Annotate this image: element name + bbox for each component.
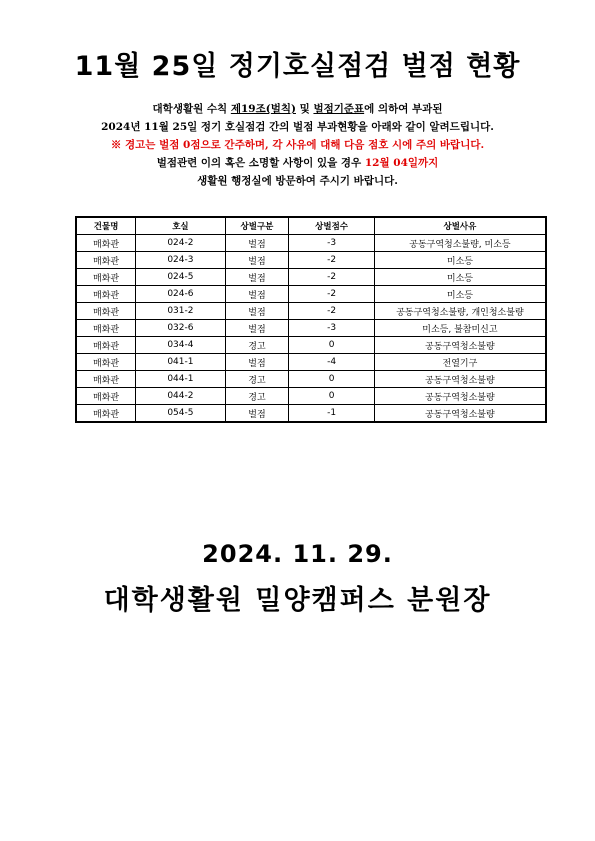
cell-building: 매화관 <box>76 405 136 423</box>
cell-points: 0 <box>289 388 375 405</box>
table-row <box>76 354 546 371</box>
cell-points: -3 <box>289 235 375 252</box>
cell-room: 024-2 <box>136 235 225 252</box>
cell-room: 044-2 <box>136 388 225 405</box>
cell-reason: 미소등, 불참미신고 <box>374 320 546 337</box>
cell-points: 0 <box>289 371 375 388</box>
table-row <box>76 235 546 252</box>
cell-building: 매화관 <box>76 371 136 388</box>
notice-line-1 <box>0 100 595 118</box>
table-row <box>76 337 546 354</box>
cell-reason: 미소등 <box>374 269 546 286</box>
cell-points: 0 <box>289 337 375 354</box>
table-header-row <box>76 217 546 235</box>
cell-reason: 공동구역청소불량, 미소등 <box>374 235 546 252</box>
deadline: 12월 04일까지 <box>364 157 439 169</box>
cell-reason: 전열기구 <box>374 354 546 371</box>
cell-building: 매화관 <box>76 388 136 405</box>
cell-type: 경고 <box>225 371 289 388</box>
cell-building: 매화관 <box>76 252 136 269</box>
cell-reason: 공동구역청소불량 <box>374 388 546 405</box>
cell-points: -2 <box>289 303 375 320</box>
cell-room: 024-3 <box>136 252 225 269</box>
cell-building: 매화관 <box>76 269 136 286</box>
notice-block <box>0 100 595 190</box>
notice-line-5: 생활원 행정실에 방문하여 주시기 바랍니다. <box>197 175 398 187</box>
notice-line-4 <box>0 154 595 172</box>
table-row <box>76 303 546 320</box>
cell-room: 024-5 <box>136 269 225 286</box>
penalty-table <box>75 216 547 423</box>
cell-type: 벌점 <box>225 405 289 423</box>
cell-type: 경고 <box>225 388 289 405</box>
header-room: 호실 <box>136 217 225 235</box>
notice-line-2: 2024년 11월 25일 정기 호실점검 간의 벌점 부과현황을 아래와 같이 알려드립니다. <box>101 121 494 133</box>
cell-room: 031-2 <box>136 303 225 320</box>
cell-room: 034-4 <box>136 337 225 354</box>
cell-points: -1 <box>289 405 375 423</box>
notice-text: 대학생활원 수칙 <box>152 103 231 115</box>
cell-type: 벌점 <box>225 269 289 286</box>
cell-type: 벌점 <box>225 354 289 371</box>
cell-building: 매화관 <box>76 235 136 252</box>
cell-room: 044-1 <box>136 371 225 388</box>
notice-text: 벌점관련 이의 혹은 소명할 사항이 있을 경우 <box>156 157 365 169</box>
header-building: 건물명 <box>76 217 136 235</box>
cell-type: 경고 <box>225 337 289 354</box>
header-type: 상벌구분 <box>225 217 289 235</box>
cell-building: 매화관 <box>76 303 136 320</box>
table-row <box>76 320 546 337</box>
table-row <box>76 252 546 269</box>
cell-points: -2 <box>289 286 375 303</box>
cell-reason: 공동구역청소불량 <box>374 371 546 388</box>
cell-reason: 미소등 <box>374 286 546 303</box>
notice-text: 에 의하여 부과된 <box>364 103 443 115</box>
cell-type: 벌점 <box>225 286 289 303</box>
cell-building: 매화관 <box>76 354 136 371</box>
header-points: 상벌점수 <box>289 217 375 235</box>
cell-type: 벌점 <box>225 252 289 269</box>
cell-room: 024-6 <box>136 286 225 303</box>
cell-building: 매화관 <box>76 286 136 303</box>
cell-building: 매화관 <box>76 337 136 354</box>
cell-points: -2 <box>289 269 375 286</box>
cell-points: -2 <box>289 252 375 269</box>
cell-room: 032-6 <box>136 320 225 337</box>
warning-note: ※ 경고는 벌점 0점으로 간주하며, 각 사유에 대해 다음 점호 시에 주의 바랍니다. <box>110 139 485 151</box>
header-reason: 상벌사유 <box>374 217 546 235</box>
table-row <box>76 371 546 388</box>
signer: 대학생활원 밀양캠퍼스 분원장 <box>103 585 492 616</box>
issue-date: 2024. 11. 29. <box>202 540 393 568</box>
notice-text: 및 <box>295 103 314 115</box>
table-row <box>76 405 546 423</box>
cell-reason: 미소등 <box>374 252 546 269</box>
cell-reason: 공동구역청소불량 <box>374 405 546 423</box>
cell-reason: 공동구역청소불량 <box>374 337 546 354</box>
cell-room: 041-1 <box>136 354 225 371</box>
cell-building: 매화관 <box>76 320 136 337</box>
cell-type: 벌점 <box>225 320 289 337</box>
cell-points: -4 <box>289 354 375 371</box>
rule-reference: 제19조(벌칙) <box>230 103 296 115</box>
table-row <box>76 286 546 303</box>
penalty-standard-reference: 벌점기준표 <box>313 103 365 115</box>
cell-room: 054-5 <box>136 405 225 423</box>
table-row <box>76 388 546 405</box>
cell-type: 벌점 <box>225 303 289 320</box>
page-title: 11월 25일 정기호실점검 벌점 현황 <box>74 51 521 82</box>
cell-points: -3 <box>289 320 375 337</box>
cell-type: 벌점 <box>225 235 289 252</box>
cell-reason: 공동구역청소불량, 개인청소불량 <box>374 303 546 320</box>
table-row <box>76 269 546 286</box>
